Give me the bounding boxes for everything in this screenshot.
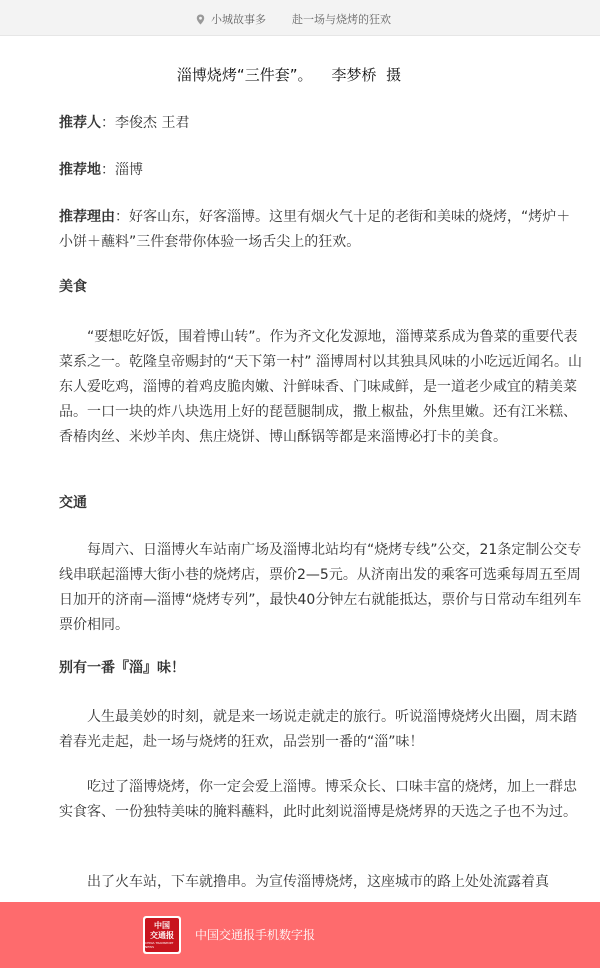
logo-small: CHINA TRANSPORT NEWS xyxy=(145,941,174,949)
newspaper-logo-mark xyxy=(145,918,179,952)
recommender-line xyxy=(59,111,583,136)
recommender-label: 推荐人 xyxy=(59,115,101,131)
bottom-banner[interactable] xyxy=(0,902,600,968)
place-label: 推荐地 xyxy=(59,162,101,178)
place-value: 淄博 xyxy=(115,162,143,178)
special-paragraph-3: 出了火车站，下车就撸串。为宣传淄博烧烤，这座城市的路上处处流露着真 xyxy=(87,874,549,890)
food-heading: 美食 xyxy=(59,279,87,295)
transport-paragraph: 每周六、日淄博火车站南广场及淄博北站均有“烧烤专线”公交，21条定制公交专线串联起淄博大街小巷的烧烤店，票价2—5元。从济南出发的乘客可选乘每周五至周日加开的济南—淄博“烧烤专列”，最快40分钟左右就能抵达，票价与日常动车组列车票价相同。 xyxy=(59,542,582,633)
recommender-value: 李俊杰 王君 xyxy=(115,115,190,131)
breadcrumb-current[interactable] xyxy=(292,11,391,27)
special-paragraph-1: 人生最美妙的时刻，就是来一场说走就走的旅行。听说淄博烧烤火出圈，周末踏着春光走起，赴一场与烧烤的狂欢，品尝别一番的“淄”味！ xyxy=(59,709,577,750)
special-paragraph-2: 吃过了淄博烧烤，你一定会爱上淄博。博采众长、口味丰富的烧烤，加上一群忠实食客、一份独特美味的腌料蘸料，此时此刻说淄博是烧烤界的天选之子也不为过。 xyxy=(59,779,577,820)
reason-label: 推荐理由 xyxy=(59,209,115,225)
special-heading: 别有一番『淄』味！ xyxy=(59,660,185,676)
logo-line2: 交通报 xyxy=(150,931,174,940)
reason-value: 好客山东，好客淄博。这里有烟火气十足的老街和美味的烧烤，“烤炉＋小饼＋蘸料”三件套带你体验一场舌尖上的狂欢。 xyxy=(59,209,571,250)
breadcrumb-current-label: 赴一场与烧烤的狂欢 xyxy=(292,13,391,26)
newspaper-logo xyxy=(143,916,181,954)
breadcrumb-home[interactable] xyxy=(196,11,266,27)
article-title: 淄博烧烤“三件套”。 李梦桥 摄 xyxy=(176,66,402,84)
pin-icon xyxy=(196,14,205,25)
transport-heading: 交通 xyxy=(59,495,87,511)
bottom-banner-label: 中国交通报手机数字报 xyxy=(195,928,316,942)
logo-line1: 中国 xyxy=(154,921,170,930)
reason-sep: ： xyxy=(115,209,129,225)
recommender-sep: ： xyxy=(101,115,115,131)
place-sep: ： xyxy=(101,162,115,178)
place-line xyxy=(59,158,583,183)
breadcrumb-home-label: 小城故事多 xyxy=(211,13,266,26)
food-paragraph: “要想吃好饭，围着博山转”。作为齐文化发源地，淄博菜系成为鲁菜的重要代表菜系之一。乾隆皇帝赐封的“天下第一村” 淄博周村以其独具风味的小吃远近闻名。山东人爱吃鸡，淄博的着鸡皮脆肉嫩、汁鲜味香、门味咸鲜，是一道老少咸宜的精美菜品。一口一块的炸八块选用上好的琵琶腿制成，撒上椒盐，外焦里嫩。还有江米糕、香椿肉丝、米炒羊肉、焦庄烧饼、博山酥锅等都是来淄博必打卡的美食。 xyxy=(59,329,582,445)
reason-paragraph xyxy=(59,205,583,255)
breadcrumb xyxy=(0,0,600,36)
